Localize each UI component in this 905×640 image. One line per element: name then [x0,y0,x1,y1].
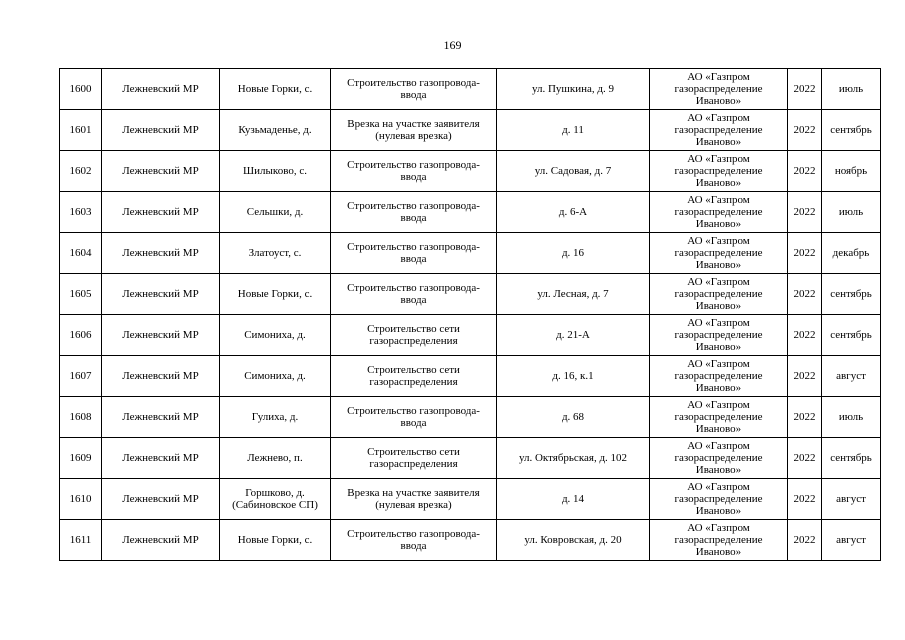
work-type-line: ввода [400,294,427,306]
district-cell: Лежневский МР [102,520,220,561]
table-body [60,69,881,561]
work-type-line: ввода [400,417,427,429]
organization-line: Иваново» [695,259,742,271]
address-cell: ул. Лесная, д. 7 [497,274,650,315]
work-type-line: газораспределения [369,376,458,388]
organization-cell [650,315,788,356]
organization-line: газораспределение [674,329,763,341]
work-type-cell [331,151,497,192]
organization-line: АО «Газпром [687,522,750,534]
settlement-cell [220,274,331,315]
work-type-line: Строительство газопровода- [347,528,480,540]
organization-line: Иваново» [695,177,742,189]
organization-line: Иваново» [695,300,742,312]
settlement-line: (Сабиновское СП) [232,499,318,511]
organization-line: газораспределение [674,452,763,464]
district-cell: Лежневский МР [102,233,220,274]
month-cell: июль [822,69,881,110]
work-type-line: Строительство сети [367,364,460,376]
organization-line: АО «Газпром [687,112,750,124]
settlement-line: Сельшки, д. [246,206,304,218]
table-row [60,151,881,192]
organization-cell [650,438,788,479]
row-number-cell: 1602 [60,151,102,192]
district-cell: Лежневский МР [102,315,220,356]
year-cell: 2022 [788,479,822,520]
month-cell: сентябрь [822,274,881,315]
work-type-cell [331,356,497,397]
work-type-line: Строительство газопровода- [347,282,480,294]
organization-line: газораспределение [674,124,763,136]
work-type-line: газораспределения [369,335,458,347]
address-cell: ул. Пушкина, д. 9 [497,69,650,110]
work-type-line: Строительство газопровода- [347,77,480,89]
organization-cell [650,479,788,520]
organization-line: газораспределение [674,247,763,259]
month-cell: сентябрь [822,315,881,356]
organization-line: газораспределение [674,370,763,382]
table-row [60,274,881,315]
address-cell: ул. Октябрьская, д. 102 [497,438,650,479]
work-type-line: (нулевая врезка) [375,499,452,511]
year-cell: 2022 [788,69,822,110]
organization-cell [650,110,788,151]
work-type-cell [331,397,497,438]
organization-cell [650,69,788,110]
settlement-cell [220,110,331,151]
work-type-line: Строительство газопровода- [347,200,480,212]
organization-line: Иваново» [695,505,742,517]
settlement-cell [220,151,331,192]
organization-line: АО «Газпром [687,235,750,247]
district-cell: Лежневский МР [102,479,220,520]
address-cell: д. 68 [497,397,650,438]
settlement-line: Горшково, д. [245,487,305,499]
settlement-line: Златоуст, с. [248,247,302,259]
work-type-line: Строительство газопровода- [347,405,480,417]
settlement-cell [220,69,331,110]
work-type-line: Строительство сети [367,323,460,335]
row-number-cell: 1606 [60,315,102,356]
address-cell: д. 16 [497,233,650,274]
work-type-cell [331,274,497,315]
work-type-cell [331,520,497,561]
address-cell: д. 21-А [497,315,650,356]
year-cell: 2022 [788,274,822,315]
settlement-line: Гулиха, д. [251,411,299,423]
work-type-line: (нулевая врезка) [375,130,452,142]
district-cell: Лежневский МР [102,151,220,192]
table-row [60,438,881,479]
organization-line: АО «Газпром [687,399,750,411]
district-cell: Лежневский МР [102,110,220,151]
address-cell: ул. Ковровская, д. 20 [497,520,650,561]
organization-cell [650,397,788,438]
organization-line: АО «Газпром [687,194,750,206]
work-type-line: Строительство сети [367,446,460,458]
work-type-line: газораспределения [369,458,458,470]
organization-line: Иваново» [695,546,742,558]
district-cell: Лежневский МР [102,438,220,479]
settlement-line: Симониха, д. [244,329,306,341]
month-cell: август [822,356,881,397]
month-cell: август [822,479,881,520]
work-type-line: ввода [400,540,427,552]
organization-line: Иваново» [695,95,742,107]
year-cell: 2022 [788,356,822,397]
organization-cell [650,233,788,274]
work-type-cell [331,233,497,274]
settlement-cell [220,479,331,520]
settlement-cell [220,356,331,397]
settlement-line: Новые Горки, с. [237,83,313,95]
row-number-cell: 1605 [60,274,102,315]
table-row [60,520,881,561]
address-cell: ул. Садовая, д. 7 [497,151,650,192]
district-cell: Лежневский МР [102,274,220,315]
work-type-line: Строительство газопровода- [347,241,480,253]
work-type-cell [331,479,497,520]
organization-line: Иваново» [695,136,742,148]
row-number-cell: 1604 [60,233,102,274]
month-cell: ноябрь [822,151,881,192]
organization-line: газораспределение [674,288,763,300]
settlement-cell [220,315,331,356]
settlement-line: Новые Горки, с. [237,288,313,300]
row-number-cell: 1609 [60,438,102,479]
work-type-cell [331,192,497,233]
table-row [60,192,881,233]
organization-line: газораспределение [674,83,763,95]
address-cell: д. 16, к.1 [497,356,650,397]
row-number-cell: 1603 [60,192,102,233]
row-number-cell: 1601 [60,110,102,151]
district-cell: Лежневский МР [102,69,220,110]
year-cell: 2022 [788,397,822,438]
organization-line: АО «Газпром [687,153,750,165]
settlement-line: Лежнево, п. [247,452,303,464]
year-cell: 2022 [788,192,822,233]
year-cell: 2022 [788,315,822,356]
address-cell: д. 6-А [497,192,650,233]
organization-line: Иваново» [695,382,742,394]
table-row [60,110,881,151]
work-type-line: ввода [400,89,427,101]
organization-cell [650,192,788,233]
table-row [60,69,881,110]
district-cell: Лежневский МР [102,192,220,233]
organization-cell [650,520,788,561]
organization-cell [650,356,788,397]
settlement-cell [220,520,331,561]
year-cell: 2022 [788,438,822,479]
work-type-line: ввода [400,212,427,224]
organization-cell [650,151,788,192]
work-type-line: Врезка на участке заявителя [347,118,480,130]
settlement-cell [220,397,331,438]
address-cell: д. 11 [497,110,650,151]
work-type-cell [331,110,497,151]
organization-line: АО «Газпром [687,481,750,493]
month-cell: декабрь [822,233,881,274]
organization-line: АО «Газпром [687,358,750,370]
row-number-cell: 1608 [60,397,102,438]
work-type-line: ввода [400,171,427,183]
organization-line: АО «Газпром [687,440,750,452]
work-type-line: ввода [400,253,427,265]
organization-line: Иваново» [695,423,742,435]
year-cell: 2022 [788,520,822,561]
settlement-cell [220,233,331,274]
organization-line: газораспределение [674,493,763,505]
organization-line: Иваново» [695,341,742,353]
organization-line: АО «Газпром [687,71,750,83]
organization-line: Иваново» [695,464,742,476]
row-number-cell: 1600 [60,69,102,110]
table-row [60,233,881,274]
month-cell: август [822,520,881,561]
month-cell: июль [822,192,881,233]
work-type-cell [331,315,497,356]
settlement-line: Новые Горки, с. [237,534,313,546]
organization-line: газораспределение [674,411,763,423]
organization-line: АО «Газпром [687,317,750,329]
work-type-line: Врезка на участке заявителя [347,487,480,499]
organization-line: АО «Газпром [687,276,750,288]
year-cell: 2022 [788,151,822,192]
settlement-line: Симониха, д. [244,370,306,382]
settlement-line: Шилыково, с. [243,165,307,177]
row-number-cell: 1611 [60,520,102,561]
month-cell: сентябрь [822,438,881,479]
settlement-cell [220,438,331,479]
work-type-cell [331,438,497,479]
table-row [60,397,881,438]
table-row [60,356,881,397]
address-cell: д. 14 [497,479,650,520]
district-cell: Лежневский МР [102,397,220,438]
month-cell: июль [822,397,881,438]
district-cell: Лежневский МР [102,356,220,397]
year-cell: 2022 [788,233,822,274]
organization-line: газораспределение [674,206,763,218]
work-type-line: Строительство газопровода- [347,159,480,171]
table-row [60,315,881,356]
gasification-table [59,68,881,561]
row-number-cell: 1610 [60,479,102,520]
organization-line: газораспределение [674,165,763,177]
table-row [60,479,881,520]
organization-cell [650,274,788,315]
work-type-cell [331,69,497,110]
organization-line: газораспределение [674,534,763,546]
settlement-cell [220,192,331,233]
row-number-cell: 1607 [60,356,102,397]
organization-line: Иваново» [695,218,742,230]
month-cell: сентябрь [822,110,881,151]
page-number: 169 [443,38,462,52]
year-cell: 2022 [788,110,822,151]
settlement-line: Кузьмаденье, д. [238,124,312,136]
